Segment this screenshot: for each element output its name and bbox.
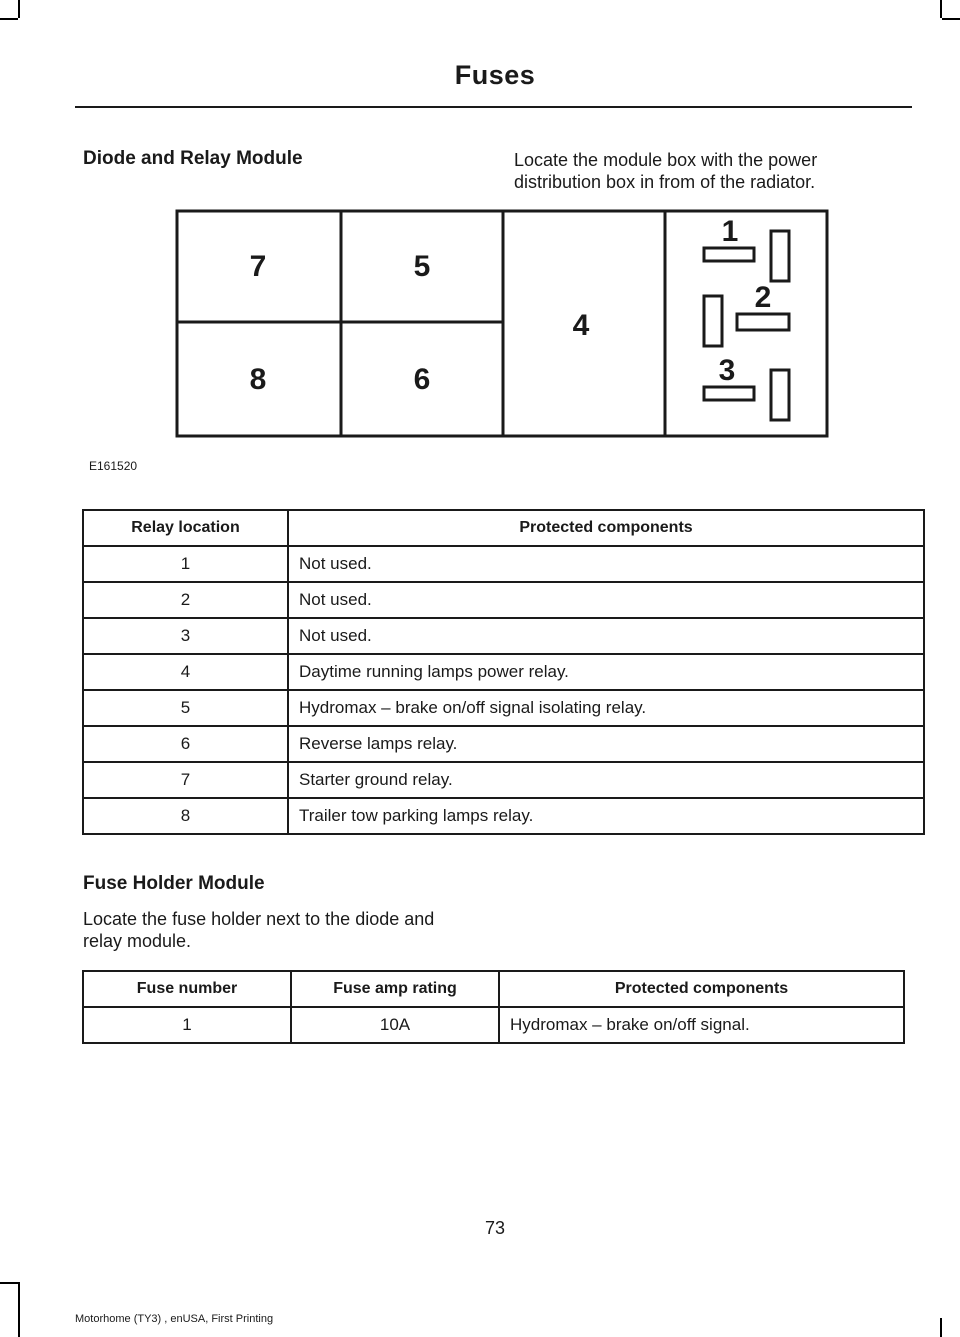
relay-2-horizontal-slot: [737, 314, 789, 330]
relay-table: [82, 509, 925, 835]
table-row: [83, 546, 924, 582]
figure-code: E161520: [89, 459, 138, 473]
table-row: [83, 618, 924, 654]
relay-1-label: 1: [721, 215, 739, 248]
fuse-table: [82, 970, 905, 1044]
protected-components-cell: Starter ground relay.: [288, 762, 924, 798]
protected-components-cell: Daytime running lamps power relay.: [288, 654, 924, 690]
column-header: Protected components: [499, 971, 904, 1007]
fuse-amp-rating-cell: 10A: [291, 1007, 499, 1043]
protected-components-cell: Not used.: [288, 618, 924, 654]
relay-location-cell: 3: [83, 618, 288, 654]
table-row: [83, 726, 924, 762]
relay-2-label: 2: [754, 281, 772, 314]
crop-mark: [0, 1282, 18, 1284]
relay-1-horizontal-slot: [704, 248, 754, 261]
column-header: Fuse amp rating: [291, 971, 499, 1007]
relay-1-vertical-slot: [771, 231, 789, 281]
relay-location-cell: 2: [83, 582, 288, 618]
table-row: [83, 582, 924, 618]
table-row: [83, 762, 924, 798]
relay-location-cell: 5: [83, 690, 288, 726]
crop-mark: [18, 1282, 20, 1337]
edition-note: Motorhome (TY3) , enUSA, First Printing: [75, 1313, 274, 1325]
table-header-row: [83, 510, 924, 546]
protected-components-cell: Trailer tow parking lamps relay.: [288, 798, 924, 834]
relay-3-label: 3: [718, 354, 736, 387]
table-row: [83, 690, 924, 726]
relay-2-vertical-slot: [704, 296, 722, 346]
slot-4-label: 4: [572, 309, 590, 342]
page-number: 73: [484, 1218, 506, 1238]
protected-components-cell: Not used.: [288, 582, 924, 618]
relay-location-cell: 6: [83, 726, 288, 762]
relay-location-cell: 8: [83, 798, 288, 834]
fuse-section-heading: Fuse Holder Module: [83, 873, 265, 894]
relay-section-heading: Diode and Relay Module: [83, 148, 303, 169]
slot-7-label: 7: [249, 250, 267, 283]
relay-location-cell: 1: [83, 546, 288, 582]
column-header: Fuse number: [83, 971, 291, 1007]
protected-components-cell: Hydromax – brake on/off signal isolating relay.: [288, 690, 924, 726]
fuse-number-cell: 1: [83, 1007, 291, 1043]
protected-components-cell: Not used.: [288, 546, 924, 582]
relay-module-diagram: [0, 0, 960, 460]
column-header: Protected components: [288, 510, 924, 546]
relay-location-cell: 7: [83, 762, 288, 798]
table-row: [83, 654, 924, 690]
protected-components-cell: Reverse lamps relay.: [288, 726, 924, 762]
relay-3-vertical-slot: [771, 370, 789, 420]
slot-5-label: 5: [413, 250, 431, 283]
crop-mark: [940, 1318, 942, 1337]
relay-location-cell: 4: [83, 654, 288, 690]
table-row: [83, 798, 924, 834]
relay-3-horizontal-slot: [704, 387, 754, 400]
fuse-section-intro: Locate the fuse holder next to the diode and relay module.: [83, 909, 435, 951]
relay-section-intro: Locate the module box with the power distribution box in from of the radiator.: [514, 150, 818, 192]
protected-components-cell: Hydromax – brake on/off signal.: [499, 1007, 904, 1043]
slot-8-label: 8: [249, 363, 267, 396]
table-row: [83, 1007, 904, 1043]
column-header: Relay location: [83, 510, 288, 546]
table-header-row: [83, 971, 904, 1007]
page-title: Fuses: [454, 60, 536, 90]
slot-6-label: 6: [413, 363, 431, 396]
